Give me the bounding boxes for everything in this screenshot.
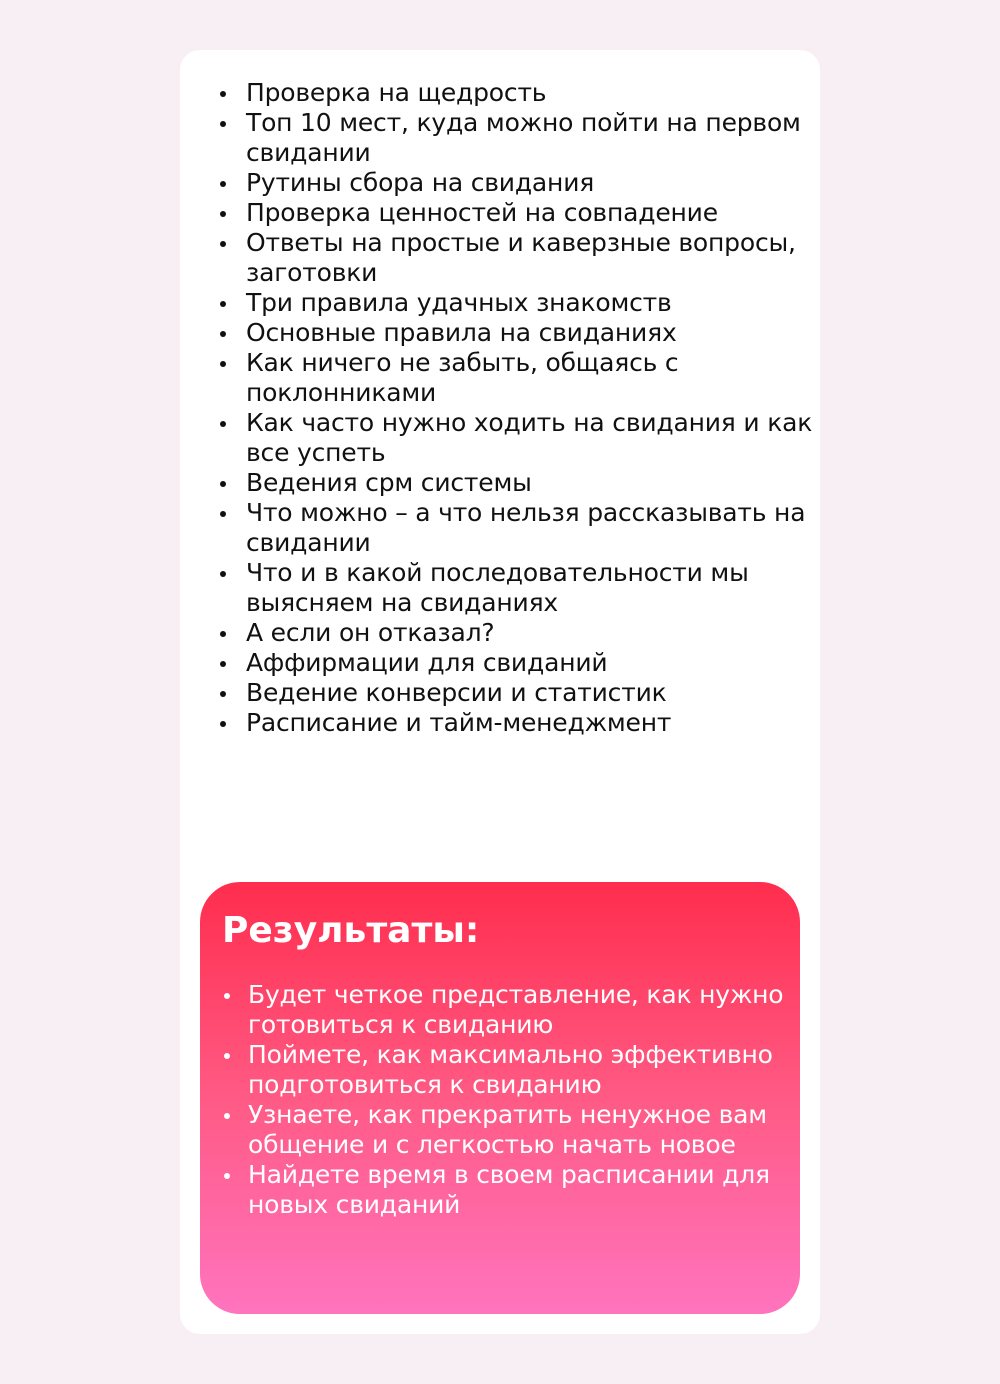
- result-item: Узнаете, как прекратить ненужное вам общение и с легкостью начать новое: [218, 1100, 788, 1160]
- list-item: Как часто нужно ходить на свидания и как все успеть: [216, 408, 816, 468]
- list-item: А если он отказал?: [216, 618, 816, 648]
- list-item: Рутины сбора на свидания: [216, 168, 816, 198]
- result-item: Найдете время в своем расписании для новых свиданий: [218, 1160, 788, 1220]
- results-panel: [200, 882, 800, 1314]
- list-item: Проверка ценностей на совпадение: [216, 198, 816, 228]
- list-item: Ведение конверсии и статистик: [216, 678, 816, 708]
- list-item: Ведения срм системы: [216, 468, 816, 498]
- list-item: Три правила удачных знакомств: [216, 288, 816, 318]
- list-item: Топ 10 мест, куда можно пойти на первом свидании: [216, 108, 816, 168]
- list-item: Аффирмации для свиданий: [216, 648, 816, 678]
- results-list: [218, 980, 788, 1220]
- result-item: Поймете, как максимально эффективно подготовиться к свиданию: [218, 1040, 788, 1100]
- list-item: Ответы на простые и каверзные вопросы, заготовки: [216, 228, 816, 288]
- result-item: Будет четкое представление, как нужно готовиться к свиданию: [218, 980, 788, 1040]
- list-item: Что можно – а что нельзя рассказывать на свидании: [216, 498, 816, 558]
- topics-list: [216, 78, 816, 738]
- list-item: Расписание и тайм-менеджмент: [216, 708, 816, 738]
- list-item: Проверка на щедрость: [216, 78, 816, 108]
- results-title: Результаты:: [222, 910, 480, 951]
- list-item: Основные правила на свиданиях: [216, 318, 816, 348]
- list-item: Как ничего не забыть, общаясь с поклонниками: [216, 348, 816, 408]
- list-item: Что и в какой последовательности мы выясняем на свиданиях: [216, 558, 816, 618]
